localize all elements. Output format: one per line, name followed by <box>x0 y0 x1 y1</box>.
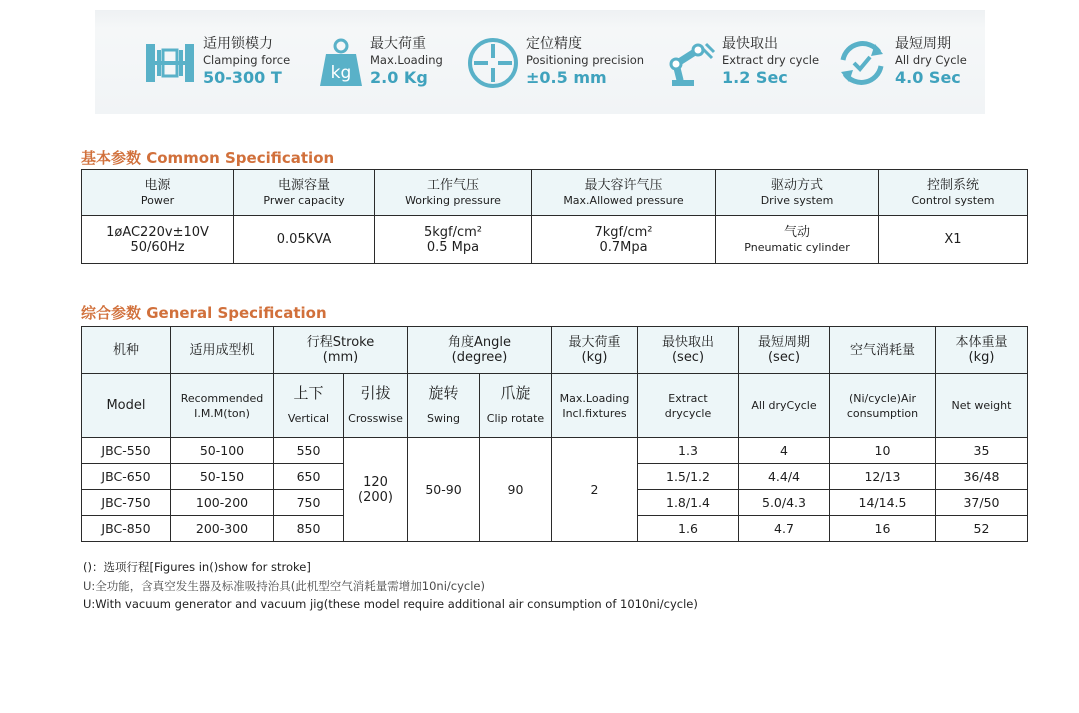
cell-air: 10 <box>830 438 936 464</box>
kg-label: kg <box>330 63 352 83</box>
cell-max-pressure: 7kgf/cm² 0.7Mpa <box>532 216 716 264</box>
cell-extract: 1.5/1.2 <box>638 464 739 490</box>
table-header-row <box>82 170 1028 216</box>
feature-extract-dry-cycle <box>662 36 819 96</box>
feature-en: Clamping force <box>203 53 291 67</box>
feature-value: 4.0 Sec <box>895 68 961 87</box>
feature-cn: 适用锁模力 <box>203 36 273 52</box>
cell-weight: 37/50 <box>936 490 1028 516</box>
cell-control-system: X1 <box>879 216 1028 264</box>
header-cell: 电源容量 Prwer capacity <box>234 170 375 216</box>
header-stroke: 行程Stroke (mm) <box>274 327 408 374</box>
header-model-cn: 机种 <box>82 327 171 374</box>
feature-max-loading <box>318 36 443 96</box>
cell-model: JBC-750 <box>82 490 171 516</box>
general-spec-title: 综合参数 General Specification <box>81 304 327 322</box>
cell-extract: 1.8/1.4 <box>638 490 739 516</box>
header-cell: 控制系统 Control system <box>879 170 1028 216</box>
header-model-en: Model <box>82 374 171 438</box>
feature-en: Max.Loading <box>370 53 443 67</box>
header-imm-en: Recommended I.M.M(ton) <box>171 374 274 438</box>
clamp-icon <box>143 36 197 90</box>
feature-value: 1.2 Sec <box>722 68 788 87</box>
banner-top-strip <box>95 10 985 28</box>
feature-cn: 最大荷重 <box>370 36 426 52</box>
header-angle: 角度Angle (degree) <box>408 327 552 374</box>
cell-model: JBC-850 <box>82 516 171 542</box>
cell-weight: 35 <box>936 438 1028 464</box>
header-cycle-en: All dryCycle <box>739 374 830 438</box>
header-imm-cn: 适用成型机 <box>171 327 274 374</box>
feature-en: Extract dry cycle <box>722 53 820 67</box>
feature-value: 50-300 T <box>203 68 282 87</box>
cell-imm: 100-200 <box>171 490 274 516</box>
header-extract-en: Extract drycycle <box>638 374 739 438</box>
cell-crosswise: 120 (200) <box>344 438 408 542</box>
cell-max-loading: 2 <box>552 438 638 542</box>
cell-cycle: 4.4/4 <box>739 464 830 490</box>
header-clip-rotate: 爪旋 Clip rotate <box>480 374 552 438</box>
cell-capacity: 0.05KVA <box>234 216 375 264</box>
feature-value: ±0.5 mm <box>526 68 607 87</box>
feature-positioning-precision <box>466 36 644 96</box>
note-stroke-option: ()：选项行程[Figures in()show for stroke] <box>83 560 311 574</box>
cell-extract: 1.6 <box>638 516 739 542</box>
cell-cycle: 4 <box>739 438 830 464</box>
header-crosswise: 引拔 Crosswise <box>344 374 408 438</box>
header-load-en: Max.Loading Incl.fixtures <box>552 374 638 438</box>
cell-cycle: 5.0/4.3 <box>739 490 830 516</box>
general-spec-table <box>81 326 1028 542</box>
cell-air: 16 <box>830 516 936 542</box>
table-subheader-row <box>82 374 1028 438</box>
cell-air: 12/13 <box>830 464 936 490</box>
cell-extract: 1.3 <box>638 438 739 464</box>
note-full-function-cn: U:全功能，含真空发生器及标准吸持治具(此机型空气消耗量需增加10ni/cycle) <box>83 579 485 593</box>
crosshair-icon <box>466 36 520 90</box>
feature-all-dry-cycle <box>835 36 967 96</box>
header-cell: 最大容许气压 Max.Allowed pressure <box>532 170 716 216</box>
cell-clip-rotate: 90 <box>480 438 552 542</box>
header-air: 空气消耗量 <box>830 327 936 374</box>
cell-model: JBC-550 <box>82 438 171 464</box>
cell-vertical: 850 <box>274 516 344 542</box>
header-weight: 本体重量 (kg) <box>936 327 1028 374</box>
cell-swing: 50-90 <box>408 438 480 542</box>
header-cell: 电源 Power <box>82 170 234 216</box>
cell-vertical: 550 <box>274 438 344 464</box>
feature-value: 2.0 Kg <box>370 68 428 87</box>
table-header-row <box>82 327 1028 374</box>
cell-vertical: 750 <box>274 490 344 516</box>
cycle-icon <box>835 36 889 90</box>
feature-cn: 最快取出 <box>722 36 778 52</box>
header-weight-en: Net weight <box>936 374 1028 438</box>
table-row <box>82 216 1028 264</box>
cell-working-pressure: 5kgf/cm² 0.5 Mpa <box>375 216 532 264</box>
cell-imm: 200-300 <box>171 516 274 542</box>
note-full-function-en: U:With vacuum generator and vacuum jig(these model require additional air consumption of 1010ni/cycle) <box>83 597 698 611</box>
common-spec-title: 基本参数 Common Specification <box>81 149 335 167</box>
header-load: 最大荷重 (kg) <box>552 327 638 374</box>
kg-weight-icon <box>318 36 364 90</box>
cell-imm: 50-100 <box>171 438 274 464</box>
feature-cn: 最短周期 <box>895 36 951 52</box>
feature-clamping-force <box>143 36 290 96</box>
header-vertical: 上下 Vertical <box>274 374 344 438</box>
feature-cn: 定位精度 <box>526 36 582 52</box>
feature-en: All dry Cycle <box>895 53 967 67</box>
cell-air: 14/14.5 <box>830 490 936 516</box>
cell-drive-system: 气动 Pneumatic cylinder <box>716 216 879 264</box>
cell-imm: 50-150 <box>171 464 274 490</box>
cell-cycle: 4.7 <box>739 516 830 542</box>
robot-arm-icon <box>662 36 716 90</box>
header-cycle: 最短周期 (sec) <box>739 327 830 374</box>
header-air-en: (Ni/cycle)Air consumption <box>830 374 936 438</box>
cell-power: 1øAC220v±10V 50/60Hz <box>82 216 234 264</box>
cell-weight: 36/48 <box>936 464 1028 490</box>
header-cell: 驱动方式 Drive system <box>716 170 879 216</box>
feature-en: Positioning precision <box>526 53 645 67</box>
header-cell: 工作气压 Working pressure <box>375 170 532 216</box>
common-spec-table <box>81 169 1028 264</box>
cell-model: JBC-650 <box>82 464 171 490</box>
cell-vertical: 650 <box>274 464 344 490</box>
header-swing: 旋转 Swing <box>408 374 480 438</box>
table-row <box>82 438 1028 464</box>
cell-weight: 52 <box>936 516 1028 542</box>
header-extract: 最快取出 (sec) <box>638 327 739 374</box>
